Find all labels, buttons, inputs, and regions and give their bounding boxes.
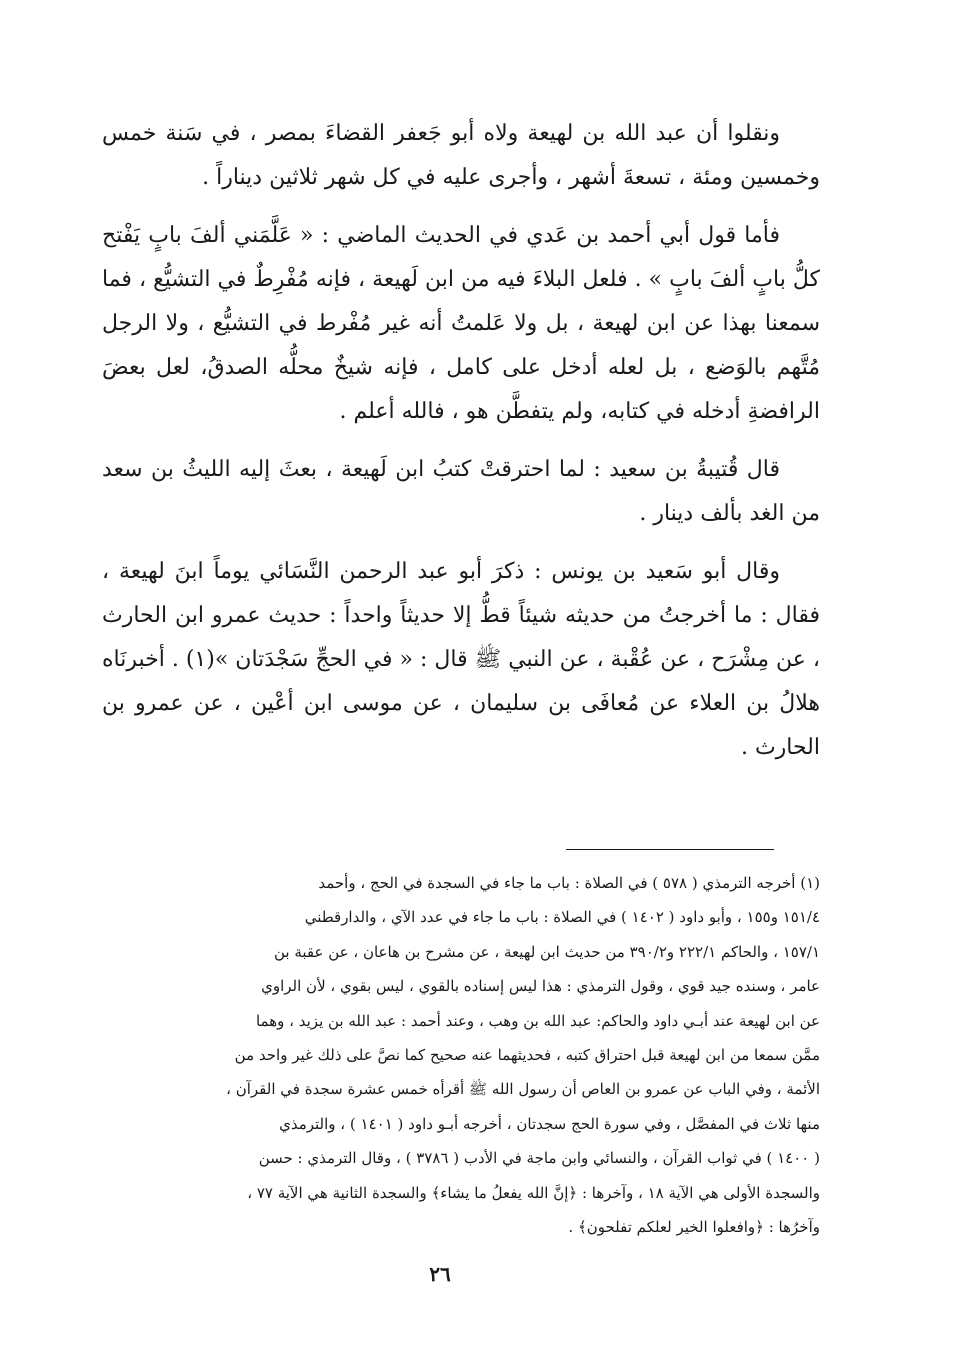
footnote-line: (١) أخرجه الترمذي ( ٥٧٨ ) في الصلاة : باب ما جاء في السجدة في الحج ، وأحمد (318, 874, 820, 892)
page-number: ٢٦ (429, 1262, 451, 1286)
footnote-line: الأئمة ، وفي الباب عن عمرو بن العاص أن رسول الله ﷺ أقرأه خمس عشرة سجدة في القرآن ، (226, 1080, 820, 1099)
footnote-separator (566, 849, 774, 850)
footnote-line: عن ابن لهيعة عند أبـي داود والحاكم: عبد الله بن وهب ، وعند أحمد : عبد الله بن يزيد ، وهما (255, 1011, 820, 1030)
paragraph-4: وقال أبو سَعيد بن يونس : ذكرَ أبو عبد الرحمن النَّسَائي يوماً ابنَ لهيعة ، فقال : ما أخرجتُ من حديثه شيئاً قطُّ إلا حديثاً واحداً : حديث عمرو ابن الحارث ، عن مِشْرَح ، عن عُقْبة ، عن النبي ﷺ قال : « في الحجِّ سَجْدَتان »(١) . أخبرنَاه هلالُ بن العلاء عن مُعافَى بن سليمان ، عن موسى ابن أعْين ، عن عمرو بن الحارث . (102, 559, 820, 760)
main-body-text (102, 112, 820, 784)
footnote-line: والسجدة الأولى هي الآية ١٨ ، وآخرها : ﴿إنَّ الله يفعلُ ما يشاء﴾ والسجدة الثانية هي الآية ٧٧ ، (247, 1183, 820, 1202)
footnote-line: ١٥٧/١ ، والحاكم ٢٢٢/١ و٣٩٠/٢ من حديث ابن لهيعة ، عن مشرح بن هاعان ، عن عقبة بن (273, 942, 820, 961)
footnote-line: عامر ، وسنده جيد قوي ، وقول الترمذي : هذا ليس إسناده بالقوي ، ليس بقوي ، لأن الراوي (261, 977, 820, 996)
footnote-line: وآخرُها : ﴿وافعلوا الخير لعلكم تفلحون﴾ . (568, 1218, 820, 1237)
footnotes (102, 866, 820, 1244)
paragraph-3: قال قُتيبةُ بن سعيد : لما احترقتْ كتبُ ابن لَهيعة ، بعثَ إليه الليثُ بن سعد من الغد بألف دينار . (102, 457, 820, 526)
footnote-line: منها ثلاث في المفصَّل ، وفي سورة الحج سجدتان ، أخرجه أبـو داود ( ١٤٠١ ) ، والترمذي (279, 1114, 820, 1133)
paragraph-1: ونقلوا أن عبد الله بن لهيعة ولاه أبو جَعفر القضاءَ بمصر ، في سَنة خمس وخمسين ومئة ، تسعةَ أشهر ، وأجرى عليه في كل شهر ثلاثين ديناراً . (102, 121, 820, 190)
footnote-line: ( ١٤٠٠ ) في ثواب القرآن ، والنسائي وابن ماجة في الأدب ( ٣٧٨٦ ) ، وقال الترمذي : حسن (258, 1149, 820, 1168)
footnote-line: ممَّن سمعا من ابن لهيعة قبل احتراق كتبه ، فحديثهما عنه صحيح كما نصَّ على ذلك غير واحد من (234, 1046, 820, 1065)
paragraph-2: فأما قول أبي أحمد بن عَدي في الحديث الماضي : « عَلَّمَني ألفَ بابٍ يَفْتح كلُّ بابٍ ألفَ بابٍ » . فلعل البلاءَ فيه من ابن لَهيعة ، فإنه مُفْرِطٌ في التشيُّع ، فما سمعنا بهذا عن ابن لهيعة ، بل ولا عَلمتُ أنه غير مُفْرط في التشيُّع ، ولا الرجل مُتَّهم بالوَضع ، بل لعله أدخل على كامل ، فإنه شيخٌ محلُّه الصدقُ، لعل بعضَ الرافضةِ أدخله في كتابه، ولم يتفطَّن هو ، فالله أعلم . (102, 223, 820, 424)
footnote-line: ١٥١/٤ و١٥٥ ، وأبو داود ( ١٤٠٢ ) في الصلاة : باب ما جاء في عدد الآي ، والدارقطني (304, 908, 820, 927)
